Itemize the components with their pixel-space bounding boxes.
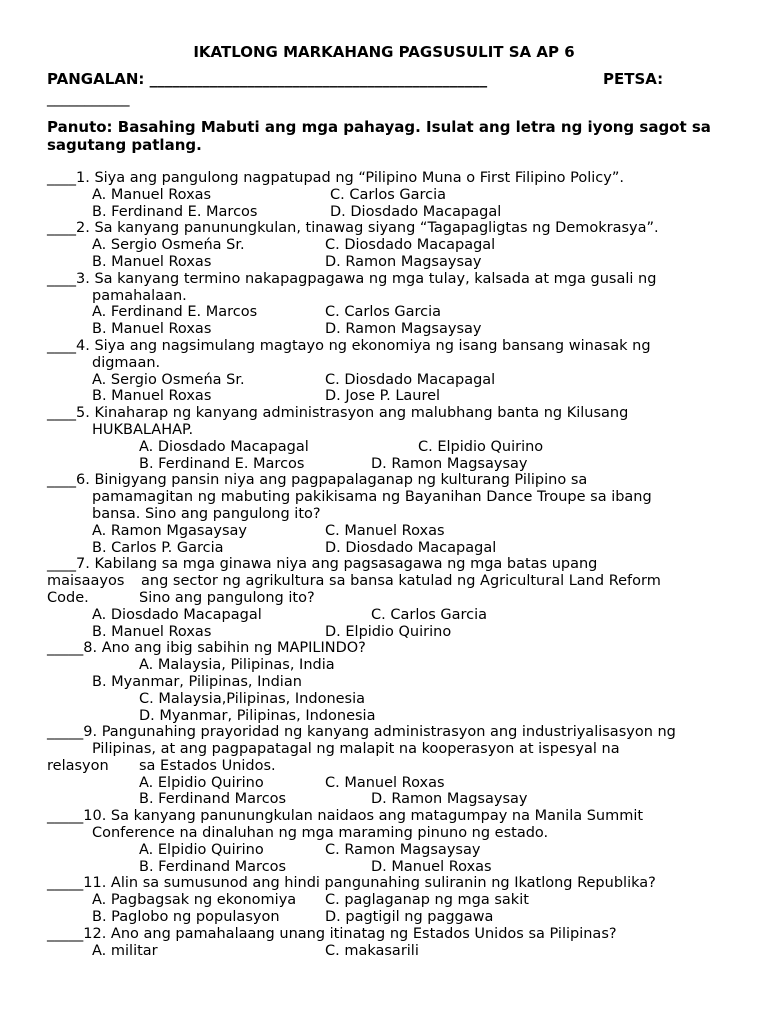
question-text: bansa. Sino ang pangulong ito? bbox=[92, 505, 321, 522]
question-stem bbox=[0, 338, 768, 355]
answer-choice: C. Diosdado Macapagal bbox=[325, 371, 496, 388]
question-text: HUKBALAHAP. bbox=[92, 421, 194, 438]
question-text: _____8. Ano ang ibig sabihin ng MAPILINDO? bbox=[47, 640, 366, 657]
question-text: ____6. Binigyang pansin niya ang pagpapalaganap ng kulturang Pilipino sa bbox=[47, 472, 588, 489]
answer-choice: C. Diosdado Macapagal bbox=[325, 237, 496, 254]
question-text: ____1. Siya ang pangulong nagpatupad ng “Pilipino Muna o First Filipino Policy”. bbox=[47, 170, 624, 186]
answer-choice: A. militar bbox=[92, 942, 158, 959]
answer-choice: A. Pagbagsak ng ekonomiya bbox=[92, 892, 297, 909]
answer-choice: B. Manuel Roxas bbox=[92, 623, 212, 640]
answer-choice: C. Elpidio Quirino bbox=[418, 438, 544, 455]
answer-choice: D. Diosdado Macapagal bbox=[330, 203, 502, 220]
answer-choice: C. Carlos Garcia bbox=[330, 186, 447, 203]
question-text: ____2. Sa kanyang panunungkulan, tinawag siyang “Tagapagligtas ng Demokrasya”. bbox=[47, 220, 659, 237]
date-label: PETSA: bbox=[603, 70, 664, 88]
question-line bbox=[0, 254, 768, 271]
question-line bbox=[0, 439, 768, 456]
question-line bbox=[0, 674, 768, 691]
answer-choice: C. Manuel Roxas bbox=[325, 774, 445, 791]
question-text: _____9. Pangunahing prayoridad ng kanyang administrasyon ang industriyalisasyon ng bbox=[47, 724, 676, 741]
question-text: digmaan. bbox=[92, 354, 161, 371]
instructions: Panuto: Basahing Mabuti ang mga pahayag. Isulat ang letra ng iyong sagot sa sagutang patlang. bbox=[47, 118, 711, 154]
question-line bbox=[0, 607, 768, 624]
question-line bbox=[0, 859, 768, 876]
question-line bbox=[0, 657, 768, 674]
question-line bbox=[0, 321, 768, 338]
answer-choice: A. Malaysia, Pilipinas, India bbox=[139, 657, 335, 674]
question-line bbox=[0, 573, 768, 590]
question-stem bbox=[0, 724, 768, 741]
question-stem bbox=[0, 875, 768, 892]
question-line bbox=[0, 825, 768, 842]
question-text: ____5. Kinaharap ng kanyang administrasyon ang malubhang banta ng Kilusang bbox=[47, 405, 629, 422]
answer-choice: A. Diosdado Macapagal bbox=[92, 606, 262, 623]
question-stem bbox=[0, 405, 768, 422]
answer-choice: C. Manuel Roxas bbox=[325, 522, 445, 539]
answer-choice: A. Manuel Roxas bbox=[92, 186, 212, 203]
question-line bbox=[0, 187, 768, 204]
answer-choice: B. Carlos P. Garcia bbox=[92, 539, 224, 556]
answer-choice: D. pagtigil ng paggawa bbox=[325, 909, 494, 926]
answer-choice: C. Carlos Garcia bbox=[325, 304, 442, 321]
question-stem bbox=[0, 271, 768, 288]
question-text: pamahalaan. bbox=[92, 287, 187, 304]
answer-choice: A. Diosdado Macapagal bbox=[139, 438, 309, 455]
answer-choice: A. Sergio Osmeńa Sr. bbox=[92, 371, 245, 388]
answer-choice: D. Ramon Magsaysay bbox=[371, 791, 528, 808]
question-stem bbox=[0, 556, 768, 573]
question-line bbox=[0, 456, 768, 473]
question-line bbox=[0, 489, 768, 506]
answer-choice: D. Myanmar, Pilipinas, Indonesia bbox=[139, 707, 376, 724]
answer-choice: C. makasarili bbox=[325, 942, 419, 959]
question-line bbox=[0, 775, 768, 792]
question-line bbox=[0, 355, 768, 372]
answer-choice: D. Jose P. Laurel bbox=[325, 388, 441, 405]
question-line bbox=[0, 691, 768, 708]
answer-choice: D. Ramon Magsaysay bbox=[325, 253, 482, 270]
question-text: ____3. Sa kanyang termino nakapagpagawa ng mga tulay, kalsada at mga gusali ng bbox=[47, 270, 657, 287]
question-text: Conference na dinaluhan ng mga maraming pinuno ng estado. bbox=[92, 825, 549, 842]
answer-choice: B. Ferdinand E. Marcos bbox=[139, 455, 305, 472]
question-line bbox=[0, 758, 768, 775]
answer-choice: D. Ramon Magsaysay bbox=[371, 455, 528, 472]
answer-choice: C. Ramon Magsaysay bbox=[325, 841, 481, 858]
answer-choice: C. Malaysia,Pilipinas, Indonesia bbox=[139, 690, 366, 707]
answer-choice: D. Diosdado Macapagal bbox=[325, 539, 497, 556]
answer-choice: B. Manuel Roxas bbox=[92, 253, 212, 270]
question-line bbox=[0, 523, 768, 540]
question-stem bbox=[0, 170, 768, 187]
question-text: Pilipinas, at ang pagpapatagal ng malapit na kooperasyon at ispesyal na bbox=[92, 741, 620, 758]
question-stem bbox=[0, 220, 768, 237]
answer-choice: D. Manuel Roxas bbox=[371, 858, 492, 875]
name-field: PANGALAN: _____________________________________________ bbox=[47, 70, 488, 88]
question-text: ang sector ng agrikultura sa bansa katulad ng Agricultural Land Reform bbox=[141, 573, 661, 590]
question-text: ____4. Siya ang nagsimulang magtayo ng ekonomiya ng isang bansang winasak ng bbox=[47, 337, 651, 354]
question-text: _____12. Ano ang pamahalaang unang itinatag ng Estados Unidos sa Pilipinas? bbox=[47, 925, 617, 942]
question-text: ____7. Kabilang sa mga ginawa niya ang pagsasagawa ng mga batas upang bbox=[47, 556, 598, 573]
answer-choice: B. Ferdinand Marcos bbox=[139, 791, 287, 808]
question-stem bbox=[0, 472, 768, 489]
question-text: pamamagitan ng mabuting pakikisama ng Bayanihan Dance Troupe sa ibang bbox=[92, 489, 652, 506]
question-list bbox=[0, 170, 768, 959]
question-text: relasyon bbox=[47, 757, 109, 774]
question-line bbox=[0, 237, 768, 254]
answer-choice: A. Elpidio Quirino bbox=[139, 841, 264, 858]
question-text: _____11. Alin sa sumusunod ang hindi pangunahing suliranin ng Ikatlong Republika? bbox=[47, 875, 656, 892]
answer-choice: B. Paglobo ng populasyon bbox=[92, 909, 280, 926]
question-stem bbox=[0, 926, 768, 943]
question-line bbox=[0, 708, 768, 725]
answer-choice: B. Ferdinand E. Marcos bbox=[92, 203, 258, 220]
question-line bbox=[0, 388, 768, 405]
question-line bbox=[0, 943, 768, 960]
answer-choice: C. paglaganap ng mga sakit bbox=[325, 892, 529, 909]
question-line bbox=[0, 540, 768, 557]
question-text: maisaayos bbox=[47, 573, 125, 590]
answer-choice: A. Elpidio Quirino bbox=[139, 774, 264, 791]
question-text: Sino ang pangulong ito? bbox=[139, 589, 315, 606]
question-line bbox=[0, 590, 768, 607]
page-title: IKATLONG MARKAHANG PAGSUSULIT SA AP 6 bbox=[193, 43, 575, 61]
question-line bbox=[0, 791, 768, 808]
question-text: sa Estados Unidos. bbox=[139, 757, 276, 774]
question-line bbox=[0, 422, 768, 439]
question-stem bbox=[0, 808, 768, 825]
question-line bbox=[0, 304, 768, 321]
answer-choice: B. Manuel Roxas bbox=[92, 321, 212, 338]
answer-choice: D. Ramon Magsaysay bbox=[325, 321, 482, 338]
question-line bbox=[0, 909, 768, 926]
question-line bbox=[0, 624, 768, 641]
question-line bbox=[0, 892, 768, 909]
answer-choice: B. Manuel Roxas bbox=[92, 388, 212, 405]
question-text: _____10. Sa kanyang panunungkulan naidaos ang matagumpay na Manila Summit bbox=[47, 808, 644, 825]
answer-choice: A. Ramon Mgasaysay bbox=[92, 522, 247, 539]
answer-choice: B. Ferdinand Marcos bbox=[139, 858, 287, 875]
question-text: Code. bbox=[47, 589, 89, 606]
question-stem bbox=[0, 640, 768, 657]
question-line bbox=[0, 204, 768, 221]
answer-choice: A. Ferdinand E. Marcos bbox=[92, 304, 258, 321]
answer-choice: B. Myanmar, Pilipinas, Indian bbox=[92, 673, 302, 690]
answer-choice: D. Elpidio Quirino bbox=[325, 623, 452, 640]
question-line bbox=[0, 506, 768, 523]
answer-choice: C. Carlos Garcia bbox=[371, 606, 488, 623]
question-line bbox=[0, 288, 768, 305]
answer-choice: A. Sergio Osmeńa Sr. bbox=[92, 237, 245, 254]
question-line bbox=[0, 741, 768, 758]
question-line bbox=[0, 372, 768, 389]
date-blank: ___________ bbox=[47, 89, 130, 107]
question-line bbox=[0, 842, 768, 859]
